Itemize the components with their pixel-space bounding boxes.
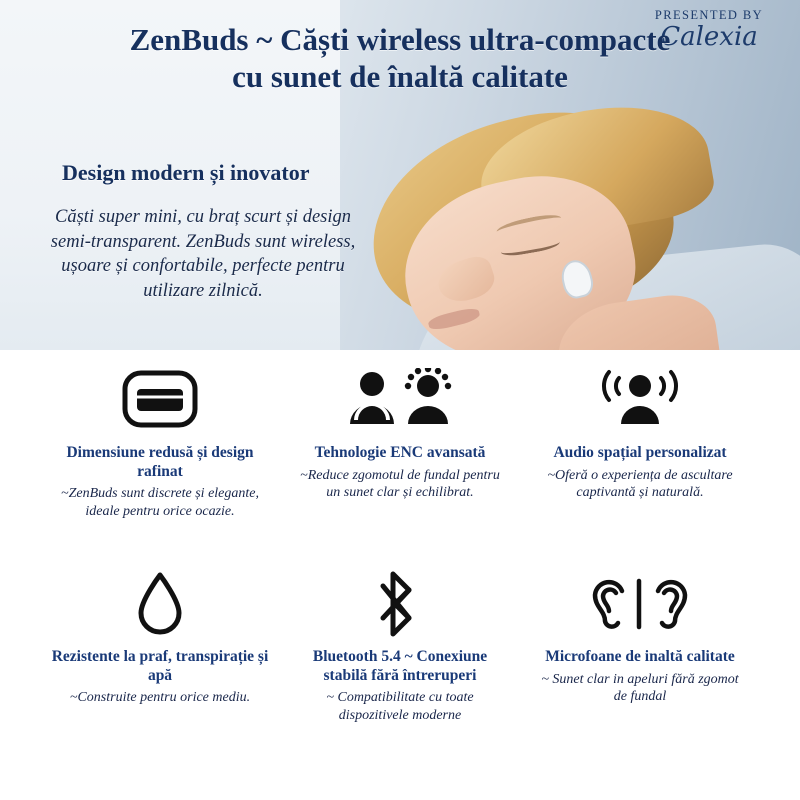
microphone-ears-icon: [526, 566, 754, 642]
feature-card-spatial-audio: [520, 350, 760, 520]
page-title: ZenBuds ~ Căști wireless ultra-compacte cu sunet de înaltă calitate: [129, 22, 671, 94]
feature-description: ~Oferă o experiența de ascultare captivantă și naturală.: [547, 467, 733, 501]
feature-title: Audio spațial personalizat: [553, 444, 727, 461]
feature-title: Rezistente la praf, transpirație și apă: [51, 648, 269, 684]
feature-description: ~ Sunet clar in apeluri fără zgomot de fundal: [541, 671, 739, 705]
brand-name: Calexia: [660, 22, 758, 52]
water-drop-icon: [46, 566, 274, 642]
spatial-audio-icon: [526, 360, 754, 438]
feature-title: Tehnologie ENC avansată: [314, 444, 486, 461]
feature-card-bluetooth: [280, 556, 520, 724]
feature-card-enc: [280, 350, 520, 520]
feature-title: Dimensiune redusă și design rafinat: [66, 444, 254, 480]
feature-card-waterproof: [40, 556, 280, 724]
feature-card-size-design: [40, 350, 280, 520]
feature-description: ~Reduce zgomotul de fundal pentru un sunet clar și echilibrat.: [300, 467, 500, 501]
hero-section: [0, 0, 800, 350]
noise-cancelling-icon: [286, 360, 514, 438]
hero-portrait-image: [350, 110, 800, 350]
presented-by-label: PRESENTED BY: [654, 8, 764, 22]
earbuds-case-icon: [46, 360, 274, 438]
feature-description: ~ZenBuds sunt discrete și elegante, ideale pentru orice ocazie.: [61, 486, 259, 519]
features-grid: [40, 350, 760, 770]
feature-description: ~ Compatibilitate cu toate dispozitivele moderne: [326, 690, 474, 723]
bluetooth-icon: [286, 566, 514, 642]
features-row-1: [40, 350, 760, 520]
feature-title: Bluetooth 5.4 ~ Conexiune stabilă fără întreruperi: [312, 648, 488, 684]
hero-subheading: Design modern și inovator: [62, 160, 310, 185]
feature-title: Microfoane de inaltă calitate: [545, 648, 735, 666]
feature-card-microphone: [520, 556, 760, 724]
feature-description: ~Construite pentru orice mediu.: [69, 690, 251, 706]
features-row-2: [40, 556, 760, 724]
hero-description: Căști super mini, cu braț scurt și design semi-transparent. ZenBuds sunt wireless, ușoare și confortabile, perfecte pentru utilizare zilnică.: [50, 207, 356, 301]
